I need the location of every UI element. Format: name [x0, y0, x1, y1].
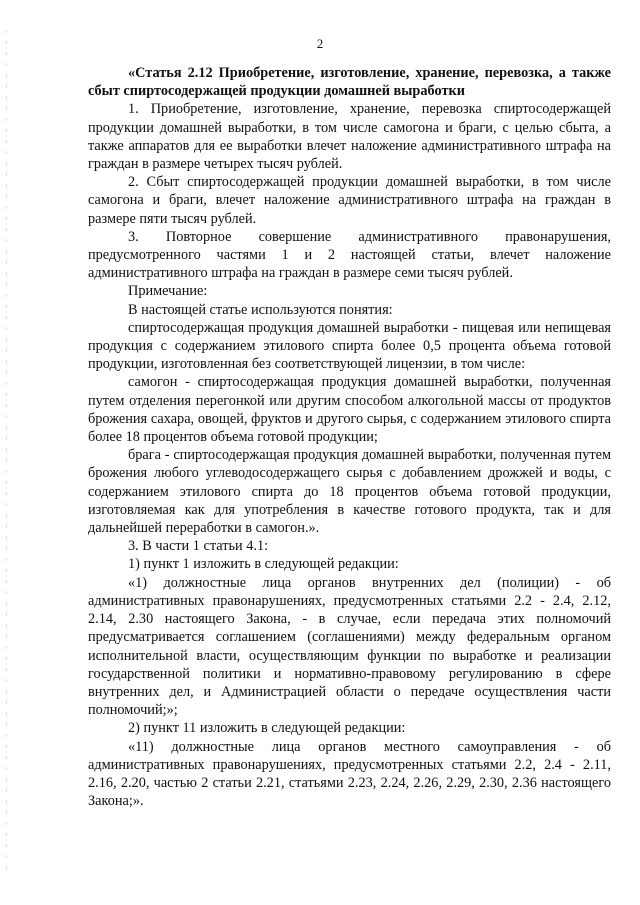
scan-edge-marks [6, 30, 7, 870]
amendment-text-1: «1) должностные лица органов внутренних дел (полиции) - об административных правонарушениях, предусмотренных статьями 2.2 - 2.4, 2.12, 2.14, 2.30 настоящего Закона, - в случае, если передача этих полномочий предусматривается соглашением (соглашениями) между федеральным органом исполнительной власти, осуществляющим функции по выработке и реализации государственной политики и нормативно-правовому регулированию в сфере внутренних дел, и Администрацией области о передаче осуществления части полномочий;»; [88, 574, 611, 719]
document-body [88, 64, 611, 810]
article-title: «Статья 2.12 Приобретение, изготовление, хранение, перевозка, а также сбыт спиртосодержащей продукции домашней выработки [88, 65, 611, 100]
note-intro: В настоящей статье используются понятия: [128, 301, 393, 318]
article-part-1: 1. Приобретение, изготовление, хранение, перевозка спиртосодержащей продукции домашней выработки, в том числе самогона и браги, с целью сбыта, а также аппаратов для ее выработки влечет наложение административного штрафа на граждан в размере четырех тысяч рублей. [88, 101, 611, 173]
definition-home-product: спиртосодержащая продукция домашней выработки - пищевая или непищевая продукция с содержанием этилового спирта более 0,5 процента объема готовой продукции, изготовленная без соответствующей лицензии, в том числе: [88, 319, 611, 373]
note-heading: Примечание: [128, 283, 208, 300]
amendment-item-3: 3. В части 1 статьи 4.1: [128, 538, 269, 555]
definition-samogon: самогон - спиртосодержащая продукция домашней выработки, полученная путем отделения перегонкой или другим способом алкогольной массы от продуктов брожения сахара, овощей, фруктов и другого сырья, с содержанием этилового спирта более 18 процентов объема готовой продукции; [88, 374, 611, 446]
amendment-text-2: «11) должностные лица органов местного самоуправления - об административных правонарушениях, предусмотренных статьями 2.2, 2.4 - 2.11, 2.16, 2.20, частью 2 статьи 2.21, статьями 2.23, 2.24, 2.26, 2.29, 2.30, 2.36 настоящего Закона;». [88, 738, 611, 810]
article-part-2: 2. Сбыт спиртосодержащей продукции домашней выработки, в том числе самогона и браги, влечет наложение административного штрафа на граждан в размере пяти тысяч рублей. [88, 174, 611, 227]
article-part-3: 3. Повторное совершение административного правонарушения, предусмотренного частями 1 и 2 настоящей статьи, влечет наложение административного штрафа на граждан в размере семи тысяч рублей. [88, 228, 611, 282]
definition-braga: брага - спиртосодержащая продукция домашней выработки, полученная путем брожения любого углеводосодержащего сырья с добавлением дрожжей и воды, с содержанием этилового спирта до 18 процентов объема готовой продукции, изготовляемая как для употребления в качестве готового продукта, так и для дальнейшей переработки в самогон.». [88, 447, 611, 537]
amendment-subitem-2: 2) пункт 11 изложить в следующей редакции: [128, 720, 406, 737]
amendment-subitem-1: 1) пункт 1 изложить в следующей редакции: [128, 556, 399, 573]
page-number: 2 [316, 36, 324, 51]
